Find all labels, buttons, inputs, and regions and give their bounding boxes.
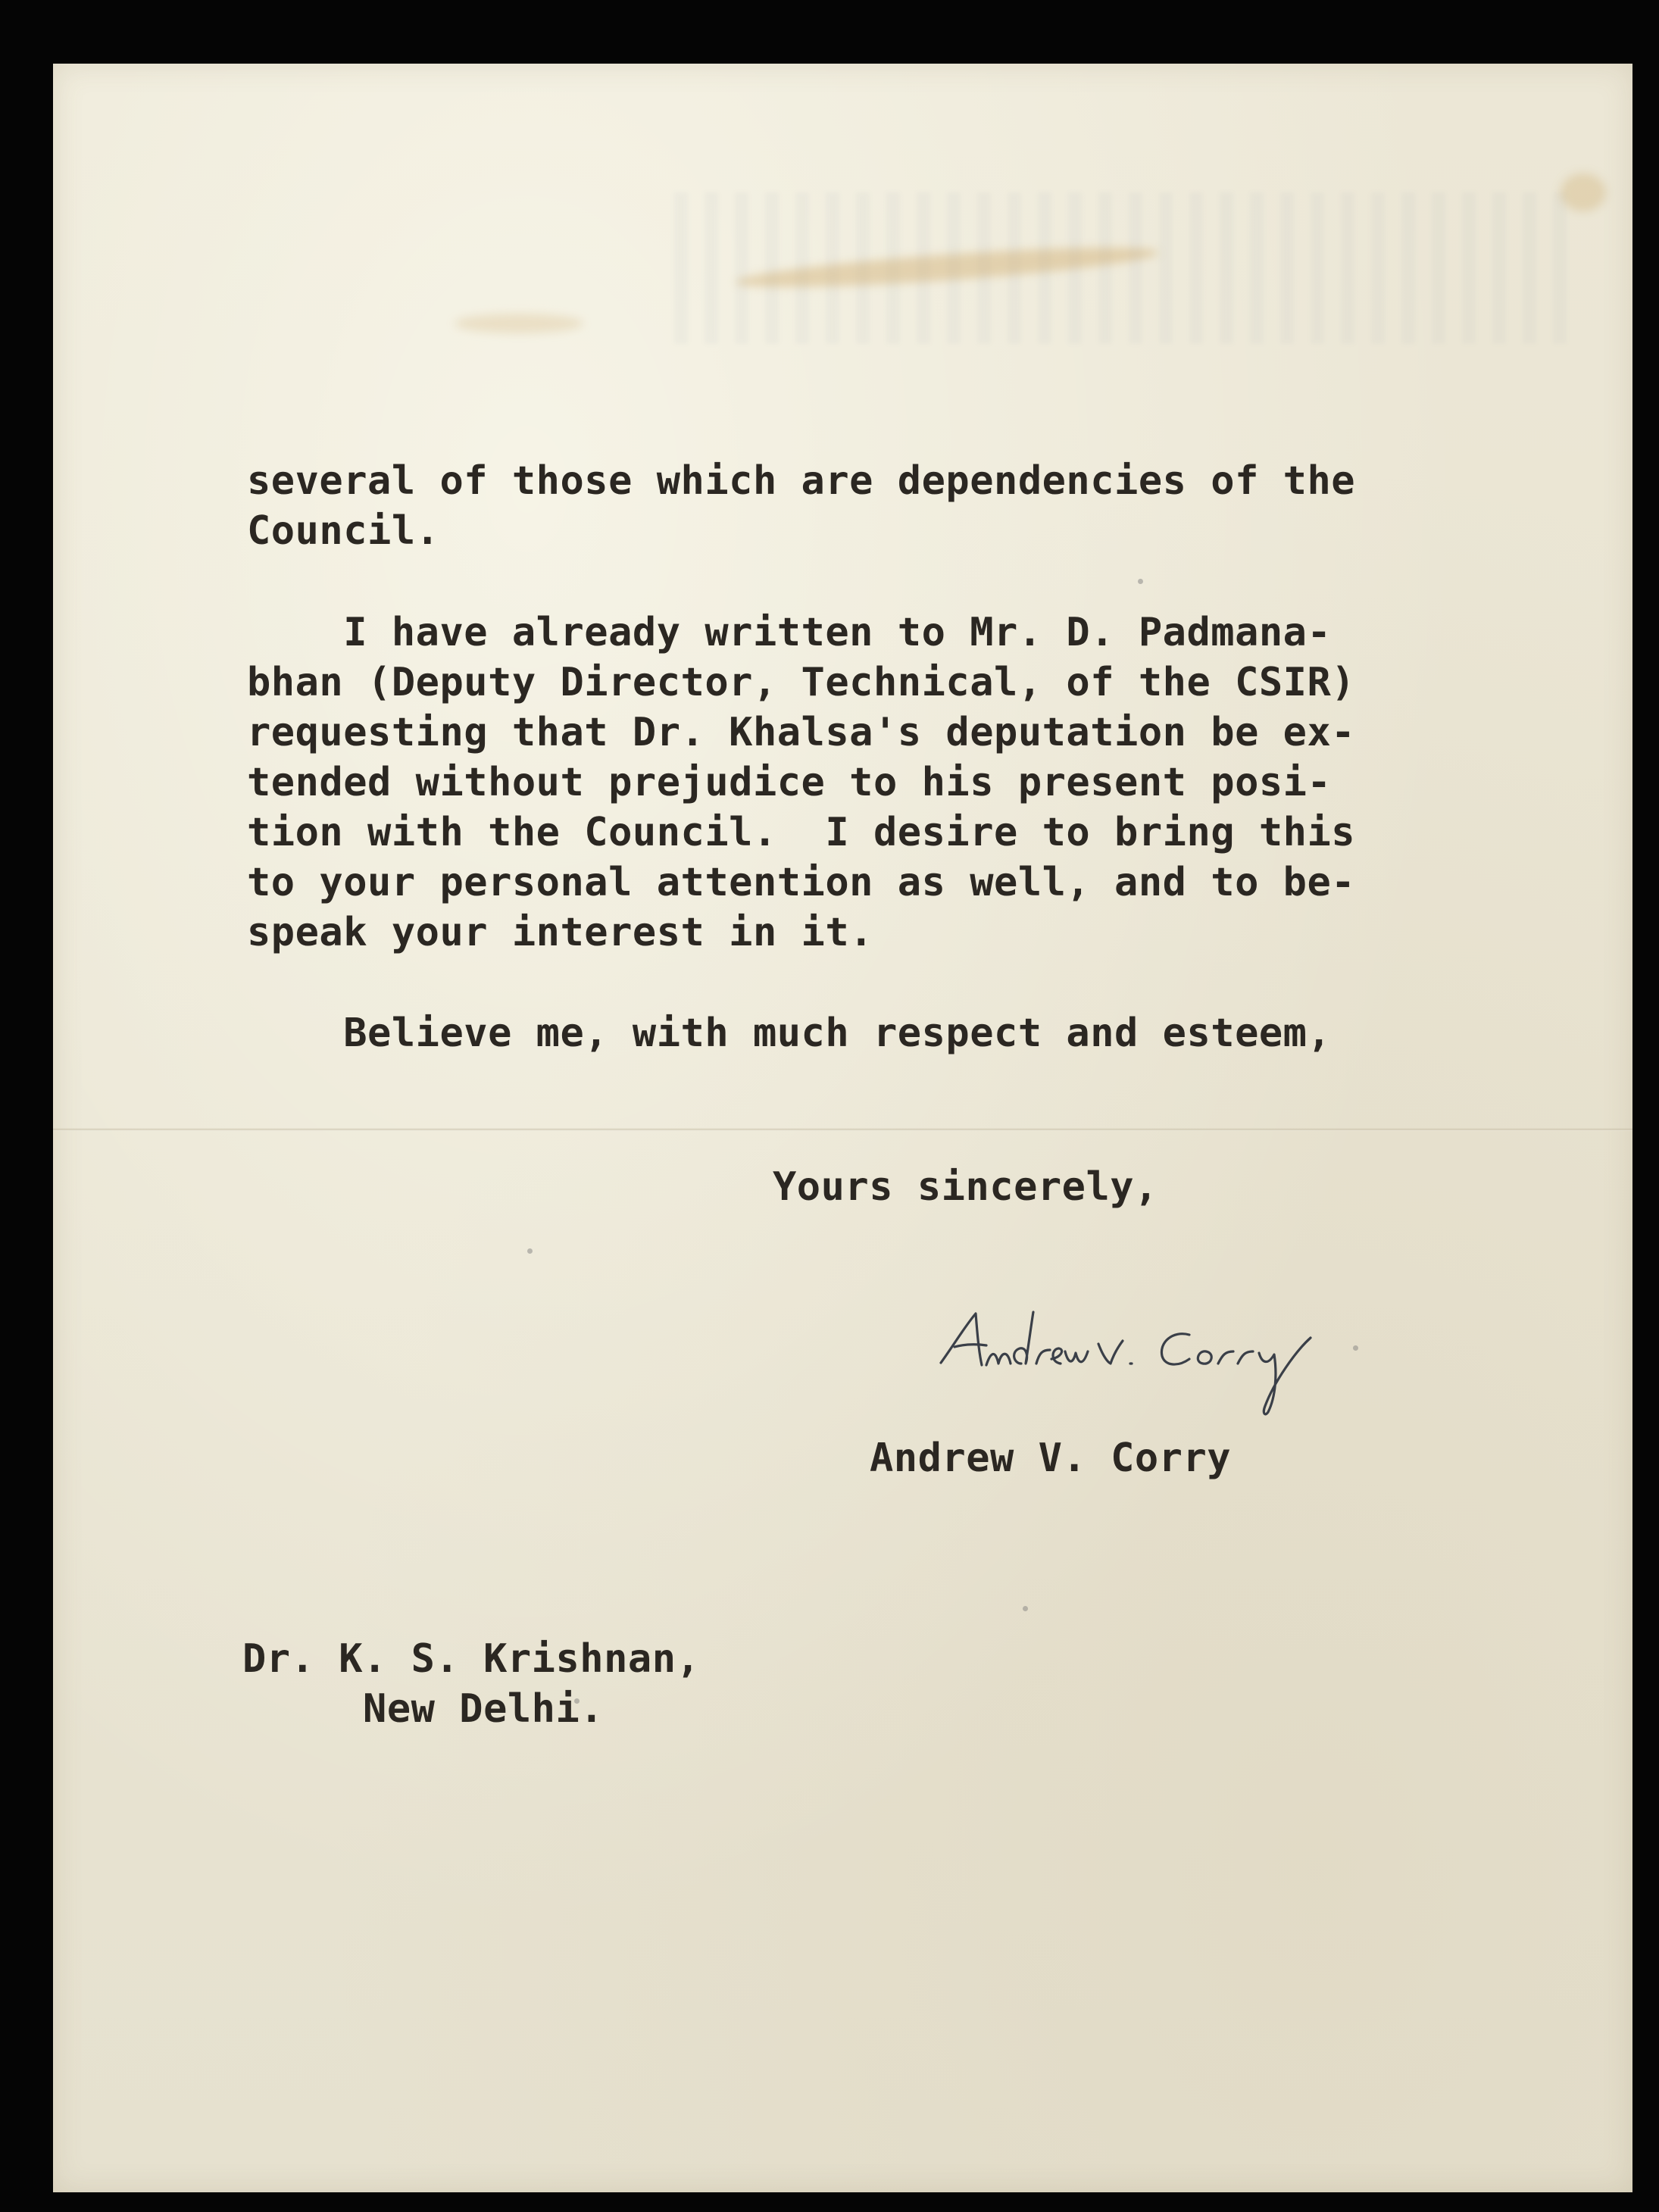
text-line: I have already written to Mr. D. Padmana- xyxy=(247,610,1332,655)
valediction: Yours sincerely, xyxy=(773,1164,1158,1210)
text-line: bhan (Deputy Director, Technical, of the CSIR) xyxy=(247,660,1356,705)
text-line: speak your interest in it. xyxy=(247,910,873,955)
fold-crease xyxy=(53,1128,1632,1131)
recipient-name: Dr. K. S. Krishnan, xyxy=(242,1636,701,1682)
paper-speck xyxy=(527,1248,533,1254)
text-line: tion with the Council. I desire to bring this xyxy=(247,810,1356,855)
recipient-location: New Delhi. xyxy=(242,1686,605,1732)
text-line: to your personal attention as well, and to be- xyxy=(247,860,1356,905)
text-line: several of those which are dependencies of the xyxy=(247,458,1356,504)
paper-speck xyxy=(1138,579,1143,584)
text-line: requesting that Dr. Khalsa's deputation be ex- xyxy=(247,710,1356,755)
paper-speck xyxy=(1353,1345,1358,1351)
text-line: Council. xyxy=(247,508,440,554)
water-stain xyxy=(455,314,583,333)
closing-line: Believe me, with much respect and esteem, xyxy=(247,1011,1332,1056)
handwritten-signature xyxy=(932,1291,1417,1427)
paper-speck xyxy=(1023,1606,1028,1611)
sender-name: Andrew V. Corry xyxy=(870,1436,1232,1481)
water-stain xyxy=(1561,173,1606,211)
paper-sheet xyxy=(53,64,1632,2192)
text-line: tended without prejudice to his present posi- xyxy=(247,760,1332,805)
paper-speck xyxy=(574,1698,580,1704)
